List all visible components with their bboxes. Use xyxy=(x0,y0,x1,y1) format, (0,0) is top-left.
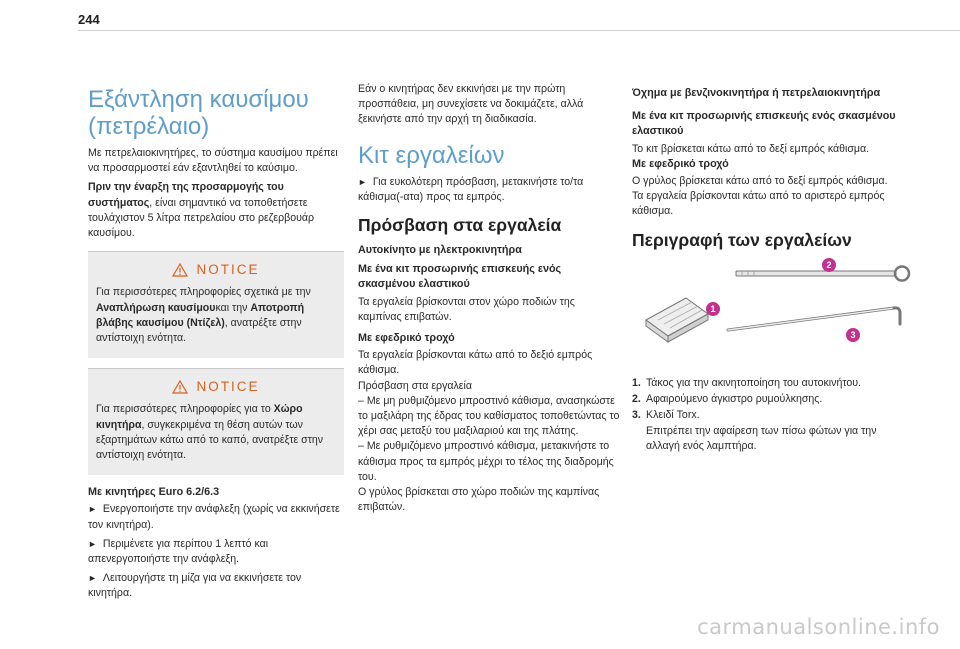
arrow-right-icon: ► xyxy=(88,573,97,584)
retry-note: Εάν ο κινητήρας δεν εκκινήσει με την πρώτη προσπάθεια, μη συνεχίσετε να δοκιμάζετε, αλλά ξεκινήστε από την αρχή τη διαδικασία. xyxy=(358,83,584,126)
warning-triangle-icon xyxy=(172,263,188,277)
notice-header xyxy=(96,262,336,277)
spare-wheel-title: Με εφεδρικό τροχό xyxy=(632,157,729,170)
arrow-right-icon: ► xyxy=(88,538,97,549)
watermark-text: carmanualsonline.info xyxy=(697,615,940,639)
repair-kit-title: Με ένα κιτ προσωρινής επισκευής ενός σκασμένου ελαστικού xyxy=(632,110,896,138)
link-refuel[interactable]: Αναπλήρωση καυσίμου xyxy=(96,301,216,314)
arrow-right-icon: ► xyxy=(358,176,367,187)
column-3 xyxy=(632,82,912,459)
step-1: ► Ενεργοποιήστε την ανάφλεξη (χωρίς να εκκινήσετε τον κινητήρα). xyxy=(88,503,340,531)
list-item: 3. Κλειδί Torx. xyxy=(632,409,700,422)
jack-under-seat-text: Ο γρύλος βρίσκεται κάτω από το δεξί εμπρός κάθισμα. xyxy=(632,175,888,188)
notice-header xyxy=(96,379,336,394)
fuel-before-start xyxy=(88,180,344,241)
before-start-rest: , είναι σημαντικό να τοποθετήσετε τουλάχιστον 5 λίτρα πετρελαίου στο ρεζερβουάρ καυσίμου. xyxy=(88,196,315,240)
list-item: 2. Αφαιρούμενο άγκιστρο ρυμούλκησης. xyxy=(632,392,823,405)
tool-access-title: Πρόσβαση στα εργαλεία xyxy=(358,215,562,236)
seat-fixed-instruction: – Με μη ρυθμιζόμενο μπροστινό κάθισμα, ανασηκώστε το μαξιλάρη της έδρας του καθίσματος τοποθετώντας το χέρι σας μεταξύ του μαξιλαριού και της πλάτης. xyxy=(358,394,620,438)
badge-2: 2 xyxy=(822,258,836,272)
notice-engine-text: Για περισσότερες πληροφορίες για το Χώρο κινητήρα, συγκεκριμένα τη θέση αυτών των εξαρτημάτων κάτω από το καπό, ανατρέξτε στην αντίστοιχη ενότητα. xyxy=(96,403,324,462)
jack-location-text: Ο γρύλος βρίσκεται στο χώρο ποδιών της καμπίνας επιβατών. xyxy=(358,486,600,514)
notice-refuel-text: Για περισσότερες πληροφορίες σχετικά με την Αναπλήρωση καυσίμουκαι την Αποτροπή βλάβης καυσίμου (Ντίζελ), ανατρέξτε στην αντίστοιχη ενότητα. xyxy=(96,286,311,345)
spare-wheel-text: Τα εργαλεία βρίσκονται κάτω από το δεξιό εμπρός κάθισμα. xyxy=(358,349,593,377)
warning-triangle-icon xyxy=(172,380,188,394)
before-start-bold: Πριν την έναρξη της προσαρμογής του συστήματος xyxy=(88,181,284,209)
tools-under-seat-text: Τα εργαλεία βρίσκονται κάτω από το αριστερό εμπρός κάθισμα. xyxy=(632,190,885,218)
repair-kit-text: Τα εργαλεία βρίσκονται στον χώρο ποδιών της καμπίνας επιβατών. xyxy=(358,295,575,323)
seat-forward-step: ► Για ευκολότερη πρόσβαση, μετακινήστε το/τα κάθισμα(-ατα) προς τα εμπρός. xyxy=(358,175,584,203)
torx-key-description: Επιτρέπει την αφαίρεση των πίσω φώτων για την αλλαγή ενός λαμπτήρα. xyxy=(646,425,877,453)
page-number: 244 xyxy=(78,12,100,27)
spare-wheel-title: Με εφεδρικό τροχό xyxy=(358,332,455,345)
badge-1: 1 xyxy=(706,302,720,316)
wheel-chock-icon xyxy=(646,298,708,342)
arrow-right-icon: ► xyxy=(88,504,97,515)
torx-key-icon xyxy=(728,307,900,329)
repair-kit-title: Με ένα κιτ προσωρινής επισκευής ενός σκασμένου ελαστικού xyxy=(358,263,562,291)
tools-drawing xyxy=(632,258,912,366)
repair-kit-text: Το κιτ βρίσκεται κάτω από το δεξί εμπρός κάθισμα. xyxy=(632,142,870,155)
notice-label: NOTICE xyxy=(196,379,260,395)
header-rule xyxy=(78,30,960,31)
link-engine-compartment[interactable]: Χώρο κινητήρα xyxy=(96,403,303,431)
notice-label: NOTICE xyxy=(196,262,260,278)
tools-list xyxy=(632,376,912,424)
petrol-diesel-title: Όχημα με βενζινοκινητήρα ή πετρελαιοκινητήρα xyxy=(632,87,881,99)
badge-3: 3 xyxy=(846,328,860,342)
tools-description-title: Περιγραφή των εργαλείων xyxy=(632,229,852,250)
seat-adjustable-instruction: – Με ρυθμιζόμενο μπροστινό κάθισμα, μετακινήστε το κάθισμα προς τα εμπρός μέχρι το τέλος της διαδρομής του. xyxy=(358,440,614,483)
column-2 xyxy=(358,82,620,519)
fuel-intro: Με πετρελαιοκινητήρες, το σύστημα καυσίμου πρέπει να προσαρμοστεί εάν εξαντληθεί το καύσιμο. xyxy=(88,147,338,175)
electric-vehicle-title: Αυτοκίνητο με ηλεκτροκινητήρα xyxy=(358,244,522,257)
step-3: ► Λειτουργήστε τη μίζα για να εκκινήσετε τον κινητήρα. xyxy=(88,572,302,600)
notice-box-engine xyxy=(88,368,344,475)
column-1 xyxy=(88,82,344,606)
tool-kit-title: Κιτ εργαλείων xyxy=(358,141,505,169)
step-2: ► Περιμένετε για περίπου 1 λεπτό και απενεργοποιήστε την ανάφλεξη. xyxy=(88,537,269,566)
euro-engine-title: Με κινητήρες Euro 6.2/6.3 xyxy=(88,486,220,499)
link-misfuel[interactable]: Αποτροπή βλάβης καυσίμου (Ντίζελ) xyxy=(96,301,305,329)
list-item: 1. Τάκος για την ακινητοποίηση του αυτοκινήτου. xyxy=(632,376,861,389)
fuel-exhaustion-title: Εξάντληση καυσίμου (πετρέλαιο) xyxy=(88,86,309,140)
notice-box-refuel xyxy=(88,251,344,358)
access-label: Πρόσβαση στα εργαλεία xyxy=(358,379,473,392)
tools-illustration xyxy=(632,258,912,366)
